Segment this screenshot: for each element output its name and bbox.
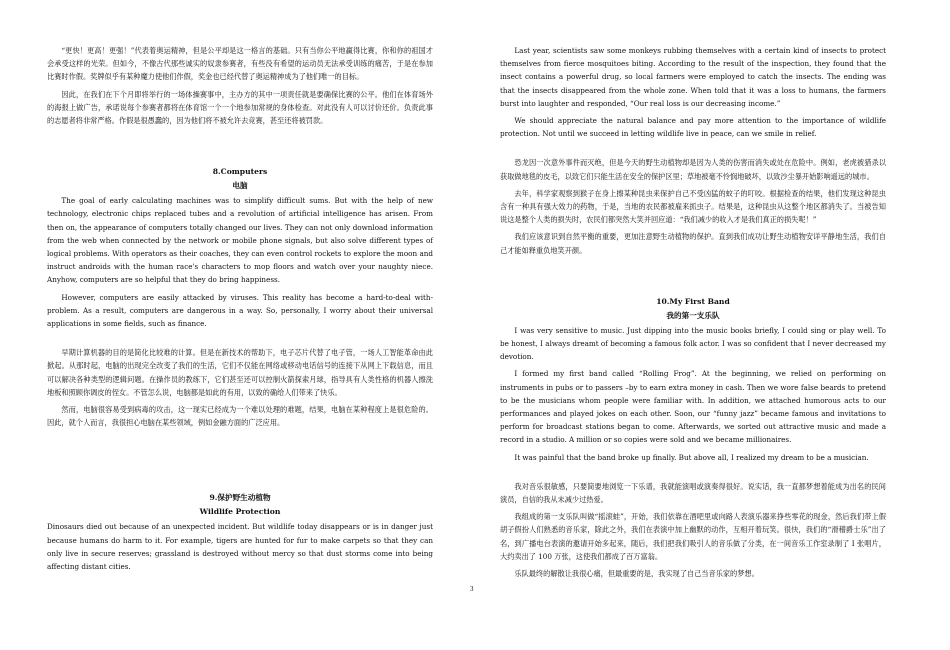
band-zh-paragraph-2: 我组成的第一支乐队叫做“摇滚蛙”，开始，我们依靠在酒吧里或向路人表演乐器来挣些零花的现金，然后我们带上假胡子假扮人们熟悉的音乐家，除此之外，我们在表演中加上幽默的动作，互相开着玩笑。很快，我们的“滑稽爵士乐”出了名，到广播电台表演的邀请开始多起来，随后，我们把我们吸引人的音乐做了分类，在一间音乐工作室录制了 I 张唱片，大约卖出了 100 万张，这使我们都成了百万富翁。 xyxy=(500,512,886,561)
computers-subtitle: 电脑 xyxy=(232,181,248,191)
spacer xyxy=(47,433,433,491)
computers-zh-paragraph-1: 早期计算机器的目的是简化比较难的计算。但是在新技术的帮助下，电子芯片代替了电子管，一场人工智能革命由此掀起。从那时起，电脑的出现完全改变了我们的生活，它们不仅能在网络或移动电话信号的连接下从网上下载信息，而且可以解决各种类型的逻辑问题。在操作员的教练下，它们甚至还可以控制火箭探索月球，指导具有人类性格的机器人擦洗地板和照顾你调皮的侄女。不管怎么说，电脑都是如此的有用，以致的确给人们带来了快乐。 xyxy=(47,348,433,397)
band-en-paragraph-3: It was painful that the band broke up finally. But above all, I realized my dream to be a musician. xyxy=(514,452,869,462)
spacer xyxy=(47,131,433,165)
band-en-paragraph-2: I formed my first band called “Rolling Frog”. At the beginning, we relied on performing on instruments in pubs or to passers –by to earn extra money in cash. Then we wore false beards to pretend to be the musicians whom people were familiar with. In addition, we attached humorous acts to our performances and played jokes on each other. Soon, our “funny jazz” became famous and invitations to perform for broadcast stations began to come. Afterwards, we sorted out attractive music and made a record in a studio. A million or so copies were sold and we became millionaires. xyxy=(500,369,886,445)
band-zh-paragraph-3: 乐队最终的解散让我很心痛，但最重要的是，我实现了自己当音乐家的梦想。 xyxy=(514,569,759,579)
wildlife-zh-paragraph-1: 恐龙因一次意外事件而灭绝，但是今天的野生动植物却是因为人类的伤害而消失或处在危险中。例如，老虎被猎杀以获取做地毯的皮毛，以致它们只能生活在安全的保护区里；草地被毫不怜悯地破坏，以致沙尘暴开始影响遥远的城市。 xyxy=(500,158,886,181)
wildlife-en-paragraph-3: We should appreciate the natural balance and pay more attention to the importance of wildlife protection. Not until we succeed in letting wildlife live in peace, can we smile in relief. xyxy=(500,116,886,139)
left-column xyxy=(47,44,433,577)
band-subtitle: 我的第一支乐队 xyxy=(666,310,720,320)
computers-en-paragraph-1: The goal of early calculating machines was to simplify difficult sums. But with the help of new technology, electronic chips replaced tubes and a revolution of artificial intelligence has arisen. From then on, the appearance of computers totally changed our lives. They can not only download information from the web when connected by the network or mobile phone signals, but also solve different types of logical problems. With operators as their coaches, they can even control rockets to explore the moon and instruct androids with the human race's characters to mop floors and watch over your naughty niece. Anyhow, computers are so helpful that they do bring happiness. xyxy=(47,196,433,285)
wildlife-en-paragraph-2: Last year, scientists saw some monkeys rubbing themselves with a certain kind of insects to protect themselves from fierce mosquitoes biting. According to the result of the inspection, they found that the insect contains a powerful drug, so local farmers were employed to catch the insects. The ending was that the insects disappeared from the whole zone. When told that it was a loss to humans, the farmers burst into laughter and responded, “Our real loss is our decreasing income.” xyxy=(500,46,886,108)
sports-paragraph-2: 因此，在我们在下个月即将举行的一场体操赛事中，主办方的其中一项责任就是要确保比赛的公平。他们在体育场外的海报上做广告，承诺说每个参赛者都将在体育馆一个一个地参加常规的身体检查。对此没有人可以讨价还价。负责此事的志愿者将非常严格。作假是很愚蠢的，因为他们将不被允许去竞赛，甚至还将被罚款。 xyxy=(47,89,433,126)
wildlife-title: 9.保护野生动植物 xyxy=(209,493,271,503)
page-number: 3 xyxy=(470,585,474,593)
band-zh-paragraph-1: 我对音乐很敏感，只要简要地浏览一下乐谱，我就能演唱或演奏得很好。说实话，我一直都梦想着能成为出名的民间演员，自信的我从未减少过热爱。 xyxy=(500,481,886,505)
spacer xyxy=(500,261,886,295)
wildlife-zh-paragraph-3: 我们应该意识到自然平衡的重要，更加注意野生动植物的保护。直到我们成功让野生动植物安详平静地生活，我们自己才能如释重负地笑开颜。 xyxy=(500,232,886,255)
spacer xyxy=(47,334,433,346)
computers-title: 8.Computers xyxy=(212,167,268,177)
spacer xyxy=(500,144,886,156)
spacer xyxy=(500,468,886,480)
band-en-paragraph-1: I was very sensitive to music. Just dipping into the music books briefly, I could sing or play well. To be honest, I always dreamt of becoming a famous folk actor. I was so confident that I never decreased my devotion. xyxy=(500,325,886,362)
computers-zh-paragraph-2: 然而，电脑很容易受到病毒的攻击，这一现实已经成为一个难以处理的难题，结果，电脑在某种程度上是很危险的。因此，就个人而言，我很担心电脑在某些领域，例如金融方面的广泛应用。 xyxy=(47,405,433,428)
band-title: 10.My First Band xyxy=(656,296,730,306)
wildlife-en-paragraph-1: Dinosaurs died out because of an unexpected incident. But wildlife today disappears or is in danger just because humans do harm to it. For example, tigers are hunted for fur to make carpets so that they can only live in secure reserves; grassland is destroyed without mercy so that dust storms come into being affecting distant cities. xyxy=(47,522,433,572)
right-column xyxy=(500,44,886,584)
wildlife-subtitle: Wildlife Protection xyxy=(199,507,281,517)
wildlife-zh-paragraph-2: 去年，科学家观察到猴子在身上擦某种昆虫来保护自己不受凶猛的蚊子的叮咬。根据检查的结果，他们发现这种昆虫含有一种具有强大效力的药物，于是，当地的农民都被雇来抓虫子。结果是，这种昆虫从这整个地区都消失了。当被告知说这是整个人类的损失时，农民们都突然大笑并回应道：“我们减少的收入才是我们真正的损失呢！” xyxy=(500,188,886,225)
sports-paragraph-1: “更快！更高！更强！”代表着奥运精神，但是公平却是这一格言的基础。只有当你公平地赢得比赛，你和你的祖国才会承受这样的光荣。但如今，不像古代那些诚实的奴隶参赛者，有些没有希望的运动员无法承受训练的痛苦，于是在参加比赛时作假。奖牌似乎有某种魔力使他们作假，奖金也已经代替了奥运精神成为了他们唯一的目标。 xyxy=(47,46,433,82)
computers-en-paragraph-2: However, computers are easily attacked by viruses. This reality has become a hard-to-deal with-problem. As a result, computers are dangerous in a way. So, personally, I worry about their universal applications in some fields, such as finance. xyxy=(47,292,433,329)
